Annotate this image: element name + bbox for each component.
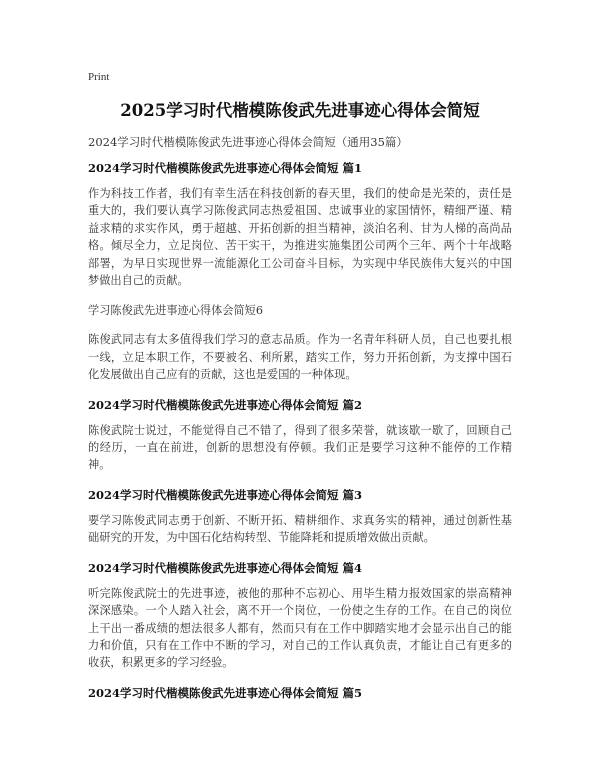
section-paragraph-6: 陈俊武同志有太多值得我们学习的意志品质。作为一名青年科研人员，自己也要扎根一线，立足本职工作，不要被名、利所累，踏实工作，努力开拓创新，为支撑中国石化发展做出自己应有的贡献，这也是爱国的一种体现。 [88, 333, 512, 382]
document-body [88, 160, 512, 710]
section-heading-3: 2024学习时代楷模陈俊武先进事迹心得体会简短 篇3 [88, 487, 363, 502]
section-paragraph-1: 作为科技工作者，我们有幸生活在科技创新的春天里，我们的使命是光荣的，责任是重大的，我们要认真学习陈俊武同志热爱祖国、忠诚事业的家国情怀，精细严谨、精益求精的求实作风，勇于超越、开拓创新的担当精神，淡泊名利、甘为人梯的高尚品格。倾尽全力，立足岗位、苦干实干，为推进实施集团公司两个三年、两个十年战略部署，为早日实现世界一流能源化工公司奋斗目标，为实现中华民族伟大复兴的中国梦做出自己的贡献。 [88, 187, 512, 288]
section-heading-2: 2024学习时代楷模陈俊武先进事迹心得体会简短 篇2 [88, 397, 363, 412]
section-paragraph-4: 听完陈俊武院士的先进事迹，被他的那种不忘初心、用毕生精力报效国家的崇高精神深深感染。一个人踏入社会，离不开一个岗位，一份使之生存的工作。在自己的岗位上干出一番成绩的想法很多人都有，然而只有在工作中脚踏实地才会显示出自己的能力和价值，只有在工作中不断的学习，对自己的工作认真负责，才能让自己有更多的收获，积累更多的学习经验。 [88, 586, 512, 670]
section-paragraph-3: 要学习陈俊武同志勇于创新、不断开拓、精耕细作、求真务实的精神，通过创新性基础研究的开发，为中国石化结构转型、节能降耗和提质增效做出贡献。 [88, 513, 512, 545]
section-heading-4: 2024学习时代楷模陈俊武先进事迹心得体会简短 篇4 [88, 560, 363, 575]
document-page [88, 0, 512, 776]
section-heading-5: 2024学习时代楷模陈俊武先进事迹心得体会简短 篇5 [88, 685, 363, 700]
document-subtitle: 2024学习时代楷模陈俊武先进事迹心得体会简短（通用35篇） [88, 135, 408, 149]
section-paragraph-2: 陈俊武院士说过，不能觉得自己不错了，得到了很多荣誉，就该歇一歇了，回顾自己的经历，一直在前进，创新的思想没有停顿。我们正是要学习这种不能停的工作精神。 [88, 423, 512, 472]
section-subheading-6: 学习陈俊武先进事迹心得体会简短6 [88, 304, 263, 318]
section-heading-1: 2024学习时代楷模陈俊武先进事迹心得体会简短 篇1 [88, 161, 363, 175]
print-link[interactable]: Print [88, 71, 110, 83]
page-title: 2025学习时代楷模陈俊武先进事迹心得体会简短 [120, 101, 480, 120]
